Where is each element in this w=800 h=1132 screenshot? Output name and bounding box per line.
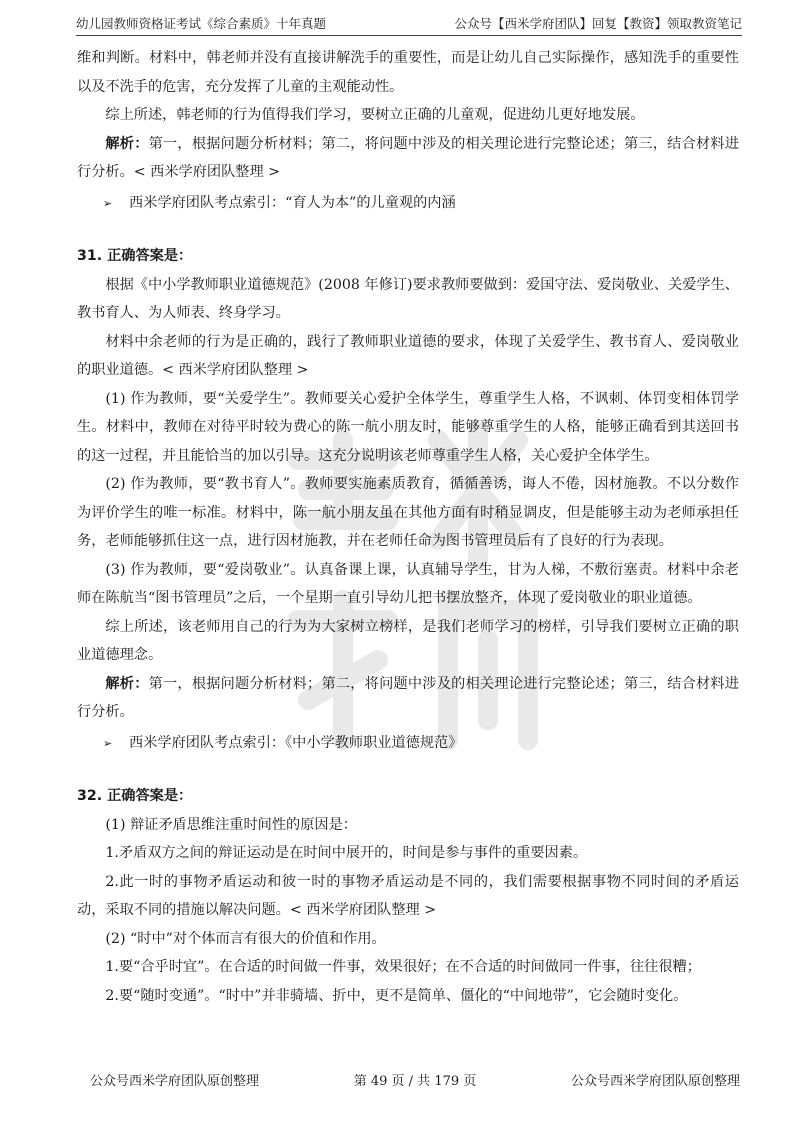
paragraph: (1) 作为教师，要“关爱学生”。教师要关心爱护全体学生，尊重学生人格，不讽刺、体罚变相体罚学生。材料中，教师在对待平时较为费心的陈一航小朋友时，能够尊重学生的人格，能够正确看到其送回书的这一过程，并且能恰当的加以引导。这充分说明该老师尊重学生人格，关心爱护全体学生。 (77, 390, 739, 464)
analysis-label: 解析： (105, 675, 149, 692)
main-content (77, 44, 739, 1010)
analysis-text: 第一，根据问题分析材料；第二，将问题中涉及的相关理论进行完整论述；第三，结合材料进行分析。 (77, 675, 739, 720)
paragraph: 1.矛盾双方之间的辩证运动是在时间中展开的，时间是参与事件的重要因素。 (105, 845, 588, 861)
paragraph: 综上所述，韩老师的行为值得我们学习，要树立正确的儿童观，促进幼儿更好地发展。 (105, 107, 645, 123)
bullet-text: 西米学府团队考点索引：“育人为本”的儿童观的内涵 (129, 194, 456, 211)
paragraph: 2.要“随时变通”。“时中”并非骑墙、折中，更不是简单、僵化的“中间地带”，它会随时变化。 (105, 987, 688, 1004)
arrow-bullet-icon: ➢ (103, 196, 113, 210)
footer-right: 公众号西米学府团队原创整理 (570, 1074, 740, 1089)
paragraph: 维和判断。材料中，韩老师并没有直接讲解洗手的重要性，而是让幼儿自己实际操作，感知洗手的重要性以及不洗手的危害，充分发挥了儿童的主观能动性。 (77, 50, 739, 95)
bullet-item (77, 729, 739, 759)
analysis-text: 第一，根据问题分析材料；第二，将问题中涉及的相关理论进行完整论述；第三，结合材料进行分析。< 西米学府团队整理 > (77, 135, 739, 180)
paragraph: 根据《中小学教师职业道德规范》(2008 年修订)要求教师要做到：爱国守法、爱岗敬业、关爱学生、教书育人、为人师表、终身学习。 (77, 276, 739, 321)
paragraph: (1) 辩证矛盾思维注重时间性的原因是： (105, 816, 357, 833)
header-right-note: 公众号【西米学府团队】回复【教资】领取教资笔记 (454, 16, 742, 31)
paragraph: (2) 作为教师，要“教书育人”。教师要实施素质教育，循循善诱，诲人不倦，因材施教。不以分数作为评价学生的唯一标准。材料中，陈一航小朋友虽在其他方面有时稍显调皮，但是能够主动为老师承担任务，老师能够抓住这一点，进行因材施教，并在老师任命为图书管理员后有了良好的行为表现。 (77, 476, 739, 549)
arrow-bullet-icon: ➢ (103, 736, 113, 750)
page-footer (90, 1070, 740, 1089)
analysis-paragraph (77, 670, 739, 727)
question-heading: 32. 正确答案是： (77, 788, 193, 804)
page-number: 第 49 页 / 共 179 页 (353, 1074, 477, 1089)
bullet-text: 西米学府团队考点索引：《中小学教师职业道德规范》 (129, 734, 463, 751)
bullet-item (77, 189, 739, 219)
page-header (76, 12, 742, 36)
paragraph: 综上所述，该老师用自己的行为为大家树立榜样，是我们老师学习的榜样，引导我们要树立正确的职业道德理念。 (77, 618, 739, 663)
paragraph: (2) “时中”对个体而言有很大的价值和作用。 (105, 930, 386, 947)
paragraph: 材料中余老师的行为是正确的，践行了教师职业道德的要求，体现了关爱学生、教书育人、爱岗敬业的职业道德。< 西米学府团队整理 > (77, 333, 739, 378)
analysis-paragraph (77, 130, 739, 187)
paragraph: 1.要“合乎时宜”。在合适的时间做一件事，效果很好；在不合适的时间做同一件事，往往很糟； (105, 959, 701, 975)
footer-left: 公众号西米学府团队原创整理 (90, 1074, 260, 1089)
header-left-title: 幼儿园教师资格证考试《综合素质》十年真题 (76, 16, 327, 31)
paragraph: (3) 作为教师，要“爱岗敬业”。认真备课上课，认真辅导学生，甘为人梯，不敷衍塞责。材料中余老师在陈航当“图书管理员”之后，一个星期一直引导幼儿把书摆放整齐，体现了爱岗敬业的职业道德。 (77, 561, 739, 606)
question-heading: 31. 正确答案是： (77, 248, 193, 264)
paragraph: 2.此一时的事物矛盾运动和彼一时的事物矛盾运动是不同的，我们需要根据事物不同时间的矛盾运动，采取不同的措施以解决问题。< 西米学府团队整理 > (77, 873, 739, 918)
analysis-label: 解析： (105, 135, 149, 152)
